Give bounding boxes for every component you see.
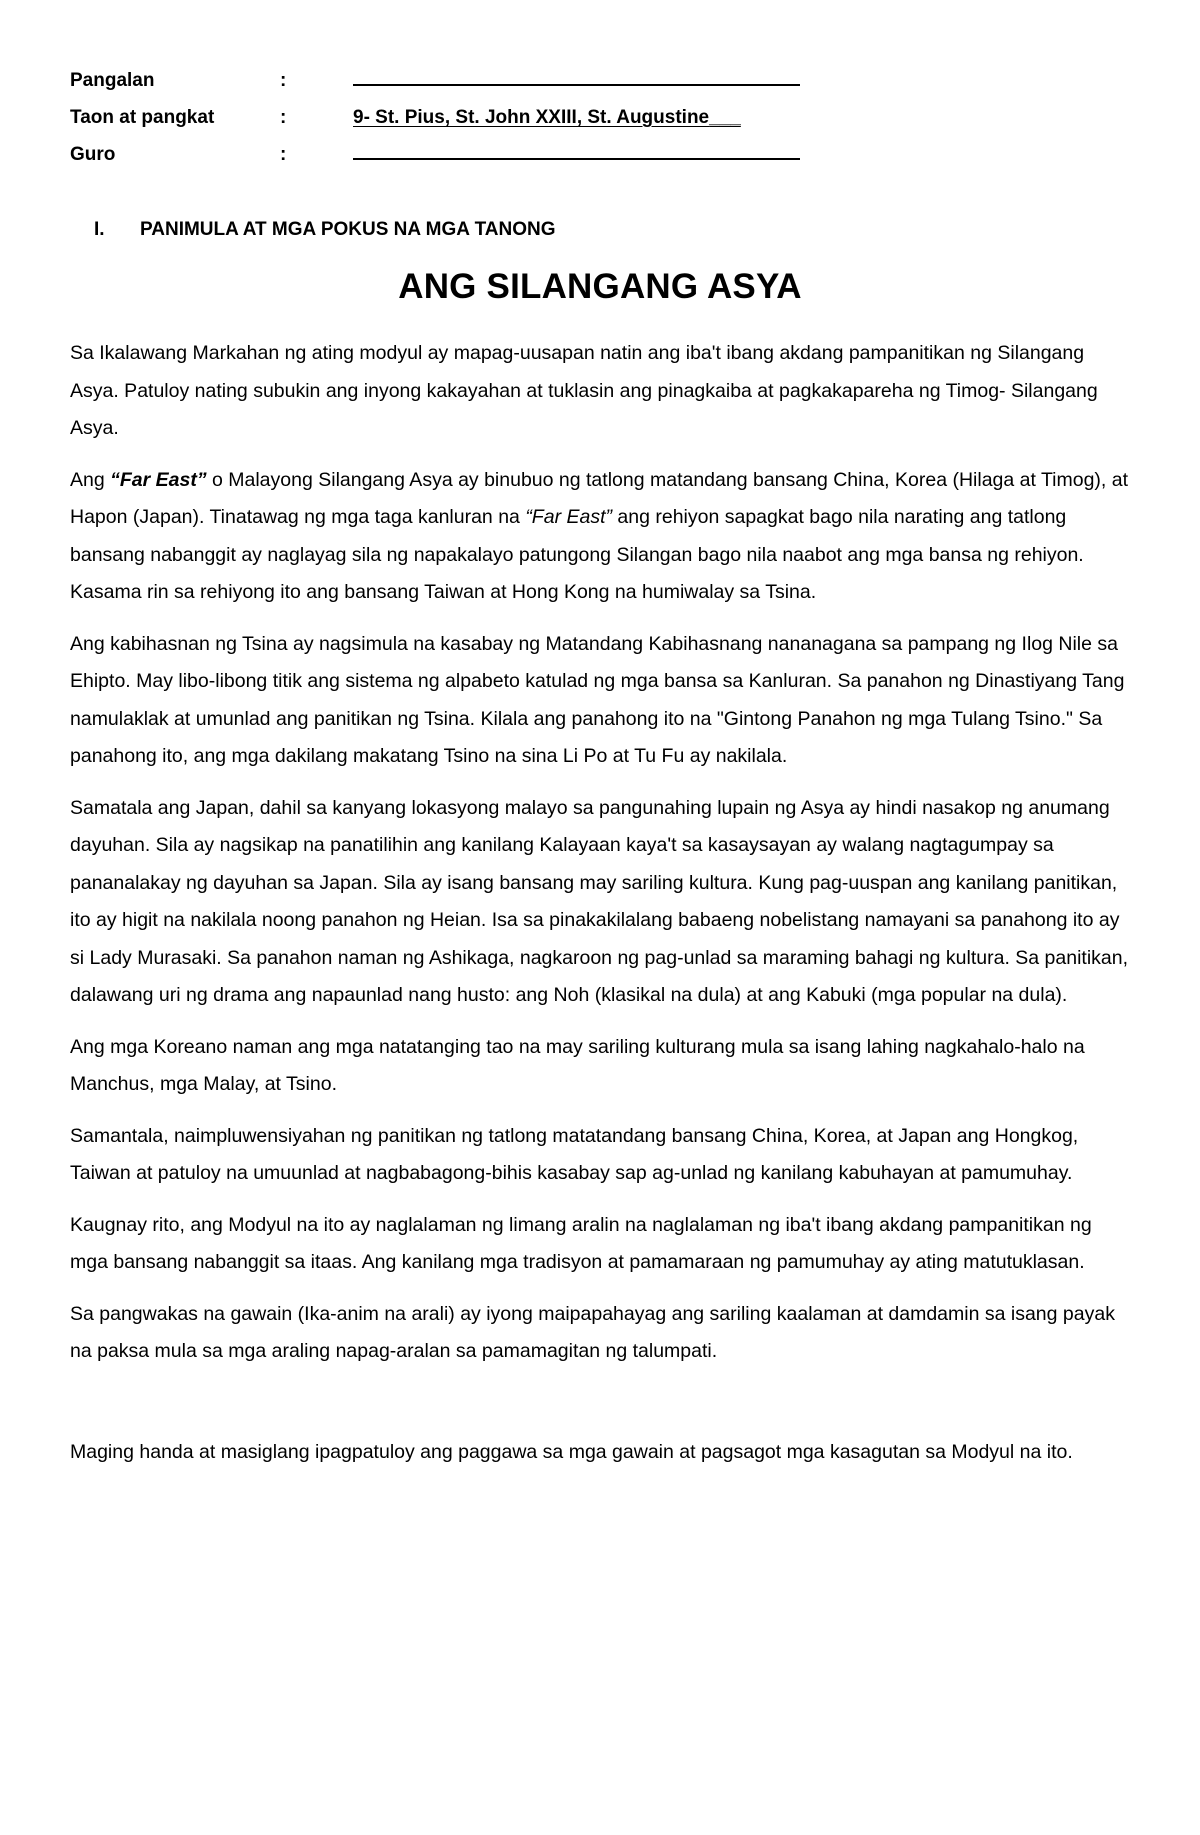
far-east-term-1: “Far East” (110, 468, 207, 491)
teacher-blank-line (353, 144, 800, 160)
section-title: PANIMULA AT MGA POKUS NA MGA TANONG (140, 219, 556, 240)
far-east-term-2: “Far East” (525, 506, 612, 528)
far-east-text-a: Ang (70, 468, 111, 491)
year-section-colon: : (280, 107, 287, 128)
teacher-blank (353, 144, 1130, 166)
paragraph-module-contents: Kaugnay rito, ang Modyul na ito ay naglalaman ng limang aralin na naglalaman ng iba't ibang akdang pampanitikan ng mga bansang nabanggit sa itaas. Ang kanilang mga tradisyon at pamamaraan ng pamumuhay ay ating matutuklasan. (70, 1213, 1092, 1273)
name-label: Pangalan (70, 70, 155, 91)
year-section-row (70, 107, 1130, 144)
year-section-label: Taon at pangkat (70, 107, 215, 128)
paragraph-china: Ang kabihasnan ng Tsina ay nagsimula na kasabay ng Matandang Kabihasnang nananagana sa pampang ng Ilog Nile sa Ehipto. May libo-libong titik ang sistema ng alpabeto katulad ng mga bansa sa Kanluran. Sa panahon ng Dinastiyang Tang namulaklak at umunlad ang panitikan ng Tsina. Kilala ang panahong ito na "Gintong Panahon ng mga Tulang Tsino." Sa panahong ito, ang mga dakilang makatang Tsino na sina Li Po at Tu Fu ay nakilala. (70, 632, 1125, 767)
paragraph-korea: Ang mga Koreano naman ang mga natatanging tao na may sariling kulturang mula sa isang lahing nagkahalo-halo na Manchus, mga Malay, at Tsino. (70, 1035, 1085, 1095)
year-section-value (353, 107, 1130, 129)
name-blank-line (353, 70, 800, 86)
section-number: I. (94, 219, 105, 240)
page-title: ANG SILANGANG ASYA (398, 267, 802, 306)
year-section-tail: ___ (709, 107, 741, 128)
teacher-label: Guro (70, 144, 116, 165)
section-heading (70, 219, 1130, 241)
name-blank (353, 70, 1130, 92)
paragraph-final-task: Sa pangwakas na gawain (Ika-anim na arali) ay iyong maipapahayag ang sariling kaalaman at damdamin sa isang payak na paksa mula sa mga araling napag-aralan sa pamamagitan ng talumpati. (70, 1302, 1115, 1362)
teacher-row (70, 144, 1130, 181)
paragraph-closing: Maging handa at masiglang ipagpatuloy ang paggawa sa mga gawain at pagsagot mga kasagutan sa Modyul na ito. (70, 1440, 1073, 1463)
student-info-header (70, 70, 1130, 181)
far-east-text-e: ang rehiyon sapagkat bago nila narating ang tatlong bansang nabanggit ay naglayag sila ng napakalayo patungong Silangan bago nila naabot ang mga bansa ng rehiyon. Kasama rin sa rehiyong ito ang bansang Taiwan at Hong Kong na humiwalay sa Tsina. (70, 506, 1084, 603)
teacher-colon: : (280, 144, 287, 165)
paragraph-japan: Samatala ang Japan, dahil sa kanyang lokasyong malayo sa pangunahing lupain ng Asya ay hindi nasakop ng anumang dayuhan. Sila ay nagsikap na panatilihin ang kanilang Kalayaan kaya't sa kasaysayan ay walang nagtagumpay sa pananalakay ng dayuhan sa Japan. Sila ay isang bansang may sariling kultura. Kung pag-uuspan ang kanilang panitikan, ito ay higit na nakilala noong panahon ng Heian. Isa sa pinakakilalang babaeng nobelistang namayani sa panahong ito ay si Lady Murasaki. Sa panahon naman ng Ashikaga, nagkaroon ng pag-unlad sa maraming bahagi ng kultura. Sa panitikan, dalawang uri ng drama ang napaunlad nang husto: ang Noh (klasikal na dula) at ang Kabuki (mga popular na dula). (70, 796, 1129, 1006)
name-colon: : (280, 70, 287, 91)
name-row (70, 70, 1130, 107)
paragraph-far-east (70, 462, 1130, 612)
paragraph-influence: Samantala, naimpluwensiyahan ng panitikan ng tatlong matatandang bansang China, Korea, at Japan ang Hongkog, Taiwan at patuloy na umuunlad at nagbabagong-bihis kasabay sap ag-unlad ng kanilang kabuhayan at pamumuhay. (70, 1124, 1079, 1184)
paragraph-intro: Sa Ikalawang Markahan ng ating modyul ay mapag-uusapan natin ang iba't ibang akdang pampanitikan ng Silangang Asya. Patuloy nating subukin ang inyong kakayahan at tuklasin ang pinagkaiba at pagkakapareha ng Timog- Silangang Asya. (70, 342, 1098, 439)
far-east-text-c: o Malayong Silangang Asya ay binubuo ng tatlong matandang bansang China, Korea (Hilaga at Timog), at Hapon (Japan). Tinatawag ng mga taga kanluran na (70, 468, 1129, 528)
spacer (70, 1385, 1130, 1434)
year-section-text: 9- St. Pius, St. John XXIII, St. Augustine (353, 107, 710, 128)
